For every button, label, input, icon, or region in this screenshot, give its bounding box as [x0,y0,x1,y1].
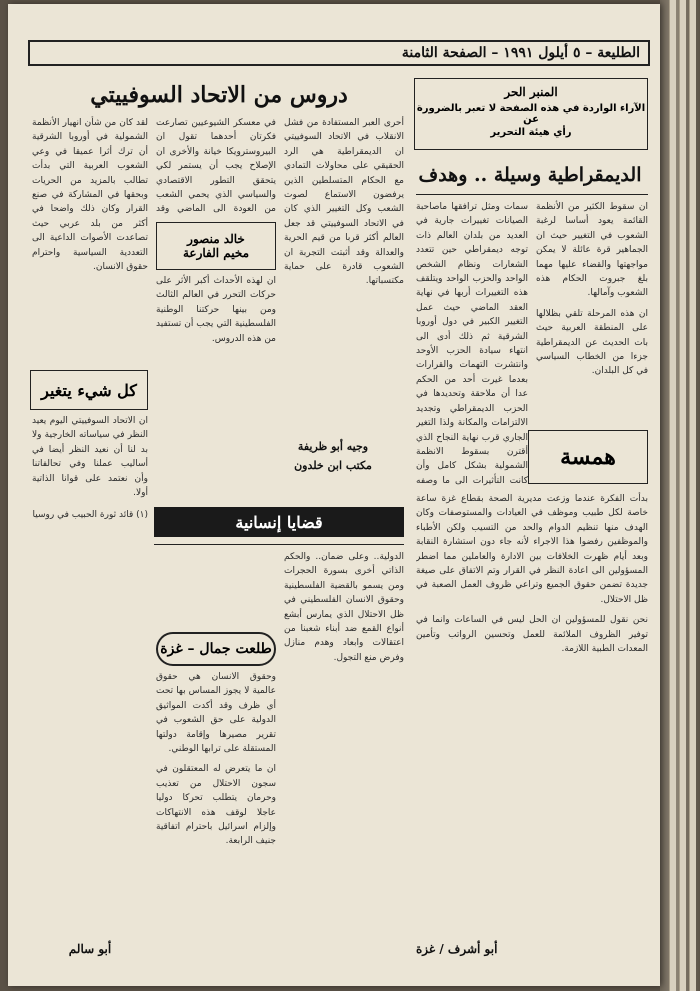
article3-body2: ان الاتحاد السوفييتي اليوم يعيد النظر في سياساته الخارجية ولا بد لنا أن نعيد النظر أيضا في أساليب عملنا وفي تحالفاتنا وأن نعتمد على قوانا الذاتية أولا. [32,416,148,499]
column-body [416,492,648,932]
editorial-note-line1: الآراء الواردة في هذه الصفحة لا تعبر بالضرورة عن [416,103,646,125]
article4-headline: طلعت جمال – غزة [160,641,272,657]
author2-location: مخيم الفارعة [182,246,250,260]
author2-name: خالد منصور [187,232,245,246]
article2-body-col2 [156,116,276,216]
editorial-note-title: المنبر الحر [504,85,558,99]
column-title: همسة [560,444,616,470]
article1-body3: ان هذه المرحلة تلقي بظلالها على المنطقة العربية حيث بات الحديث عن الديمقراطية جزءا من الخطاب السياسي في كل البلدان. [536,308,648,377]
article2-body-col3 [156,274,276,414]
article4-body3: ان ما يتعرض له المعتقلون في سجون الاحتلال من تعذيب وحرمان يتطلب تحركا دوليا عاجلا لوقف هذه الانتهاكات وإلزام اسرائيل باحترام اتفاقية جنيف الرابعة. [156,764,276,847]
author4-name: أبو أشرف / غزة [416,942,498,956]
author2-box [156,222,276,270]
article3-headline-box [30,370,148,410]
article4-body2: وحقوق الانسان هي حقوق عالمية لا يجوز المساس بها تحت أي ظرف وقد أكدت المواثيق الدولية على حق الشعوب في تقرير مصيرها وإقامة دولتها المستقلة على ترابها الوطني. [156,672,276,755]
editorial-note-box [414,78,648,150]
article2-body: أحرى العبر المستفادة من فشل الانقلاب في الاتحاد السوفييتي ان الديمقراطية هي الرد الحقيقي على محاولات التمادي مع الحكام المتسلطين الذين يرفضون الاستماع لصوت الشعب وكل التغيير الذي كان في الاتحاد السوفييتي قد جعل العالم أكثر قربا من قيم الحرية والعدالة وقد أثبتت التجربة ان الشعوب قادرة على حماية مكتسباتها. [284,118,404,287]
article2-body3: ان لهذه الأحداث أكبر الأثر على حركات التحرر في العالم الثالث ومن بينها حركتنا الوطنية الفلسطينية التي يجب أن تستفيد من هذه الدروس. [156,276,276,344]
stacked-page-edges [660,0,700,991]
article2-body-col1 [284,116,404,416]
column-text2: نحن نقول للمسؤولين ان الحل ليس في الساعات وانما في توفير الظروف الملائمة للعمل وتحسين الرواتب وتأمين المعدات الطبية اللازمة. [416,615,648,655]
column-title-box [528,430,648,484]
article4-body: الدولية.. وعلى ضمان.. والحكم الذاتي أخرى بسورة الحجرات ومن يسمو بالقضية الفلسطينية وحقوق الانسان الفلسطيني في ظل الاحتلال الذي يمارس أبشع أنواع القمع ضد أبناء شعبنا من اعتقالات وابعاد وهدم منازل وفرض منع التجول. [284,552,404,663]
article3-body3: (١) قائد ثورة الحبيب في روسيا [32,510,148,521]
article4-body-col2 [156,670,276,930]
article4-headline-pill [156,632,276,666]
editorial-note-line2: رأي هيئة التحرير [490,127,572,138]
author1-location: مكتب ابن خلدون [294,459,372,472]
column-text: بدأت الفكرة عندما وزعت مديرية الصحة بقطاع غزة ساعة خاصة لكل طبيب وموظف في العيادات والمستوصفات وكان الهدف منها تنظيم الدوام والحد من التسيب ولكن الأطباء والموظفين رفضوا هذا الاجراء لأنه جاء دون استشارة النقابة وبعد أيام ظهرت الخلافات بين الادارة والعاملين مما اضطر المسؤولين الى اعادة النظر في القرار وتم الاتفاق على صيغة جديدة تضمن حقوق الجميع وتراعي ظروف العمل الصعبة في ظل الاحتلال. [416,494,648,605]
section-band: قضايا إنسانية [154,507,404,537]
article3-body-col1 [32,116,148,366]
divider [416,194,648,195]
author3-name: أبو سالم [68,942,112,956]
article1-headline: الديمقراطية وسيلة .. وهدف [418,164,642,186]
author1-name: وجيه أبو ظريفة [297,440,369,453]
article3-body: لقد كان من شأن انهيار الأنظمة الشمولية في أوروبا الشرقية أن ترك أثرا عميقا في وعي الشعوب العربية التي بدأت تطالب بالمزيد من الحريات وبحقها في المشاركة في صنع القرار وكان ذلك واضحا في أكثر من بلد عربي حيث تصاعدت الأصوات الداعية الى التعددية السياسية واحترام حقوق الانسان. [32,118,148,273]
newspaper-page [8,4,660,986]
article3-headline: كل شيء يتغير [41,380,137,400]
article1-body: سمات ومثل ترافقها ماصاحبة الصيانات تغييرات جارية في العديد من بلدان العالم ذات توجه ديمقراطي حين تتعدد الشعارات ونظام الشخص الواحد والحزب الواحد ويتلقف هذه التغييرات أربها في نهاية العقد الماضي حيث عمل التغيير الكبير في دول أوروبا الشرقية ثم ذلك أدى الى انتهاء سيادة الحزب الأوحد وانتشرت التهمات والقرارات بعدما غيرت أحد من الحكم عدا أن ملاحقة وتحديدها في الحزب الديمقراطي وتجديد الالتزامات والمكانة ولذا التغير الجاري قرب نهاية النجاح الذي أقترن بسقوط الانظمة الشمولية بشكل كامل وأن كانت التأثيرات الى ما وصفه [416,202,528,486]
article1-body2: ان سقوط الكثير من الأنظمة القائمة يعود أساسا لرغبة الشعوب في التغيير حيث ان الجماهير قرة عائلة لا يمكن مواجهتها والقضاء عليها مهما بلغ جبروت الحكام هذه الشعوب وآمالها. [536,202,648,299]
divider [154,544,404,545]
article3-body-col2 [32,414,148,914]
article1-body-col1 [416,200,528,490]
article4-body-col1 [284,550,404,930]
masthead-bar [28,40,650,66]
masthead-text: الطليعة – ٥ أيلول ١٩٩١ – الصفحة الثامنة [401,45,640,61]
article2-headline: دروس من الاتحاد السوفييتي [90,82,348,108]
article2-body2: في معسكر الشيوعيين تصارعت فكرتان أحدهما تقول ان البيروسترويكا خيانة والأخرى ان الإصلاح يجب أن يستمر لكي يتحقق التطور الاقتصادي والسياسي الذي يحمي الشعب من العودة الى الماضي وقد [156,118,276,215]
